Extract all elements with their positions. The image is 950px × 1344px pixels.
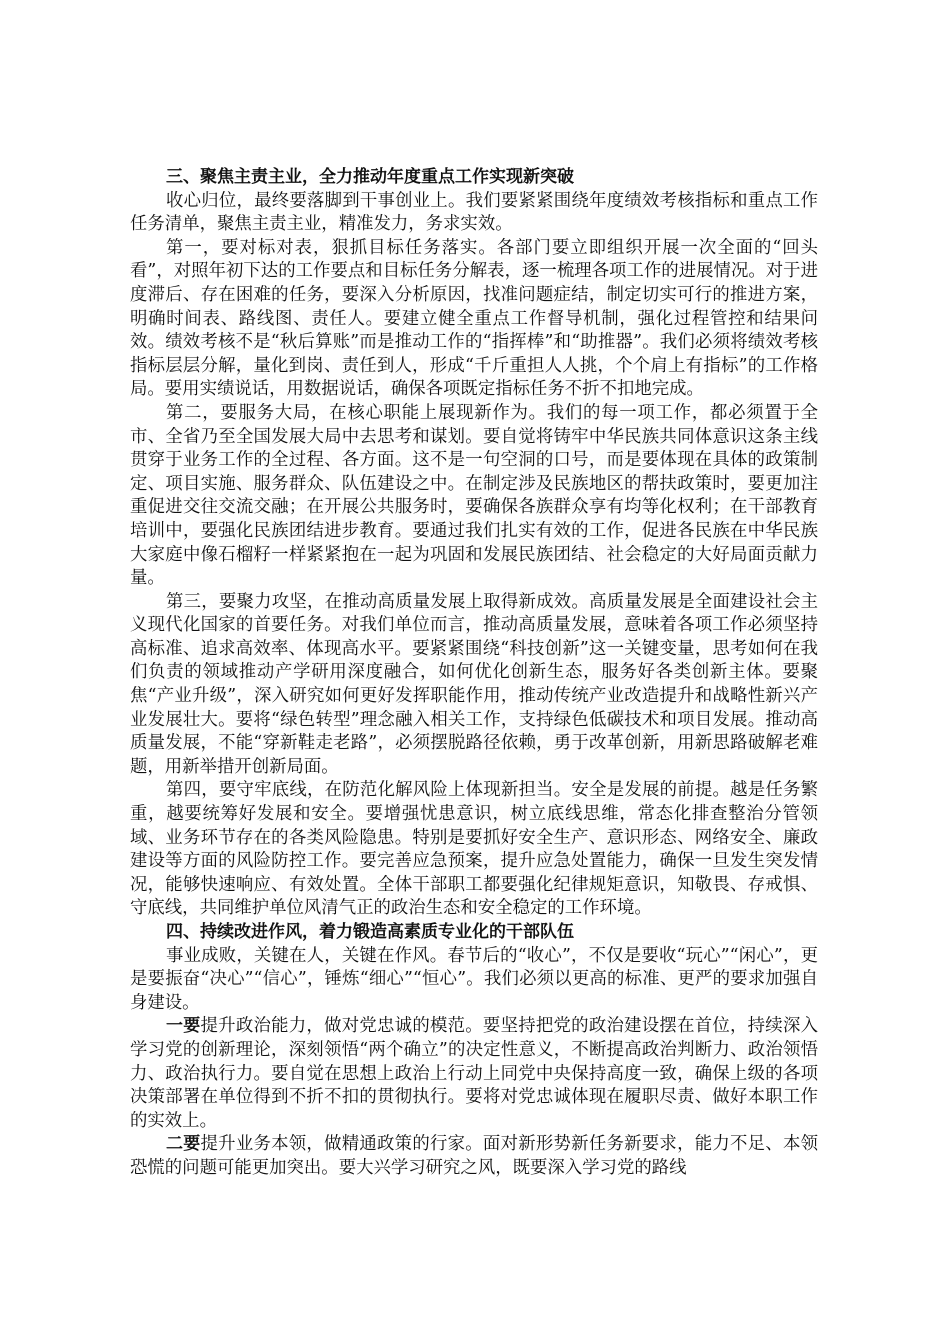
paragraph-text: 第二，要服务大局，在核心职能上展现新作为。我们的每一项工作，都必须置于全市、全省乃至全国发展大局中去思考和谋划。要自觉将铸牢中华民族共同体意识这条主线贯穿于业务工作的全过程、各方面。这不是一句空洞的口号，而是要体现在具体的政策制定、项目实施、服务群众、队伍建设之中。在制定涉及民族地区的帮扶政策时，要更加注重促进交往交流交融；在开展公共服务时，要确保各族群众享有均等化权利；在干部教育培训中，要强化民族团结进步教育。要通过我们扎实有效的工作，促进各民族在中华民族大家庭中像石榴籽一样紧紧抱在一起为巩固和发展民族团结、社会稳定的大好局面贡献力量。	[130, 402, 818, 589]
paragraph-lead: 一要	[166, 1016, 201, 1037]
paragraph-text: 收心归位，最终要落脚到干事创业上。我们要紧紧围绕年度绩效考核指标和重点工作任务清单，聚焦主责主业，精准发力，务求实效。	[130, 190, 818, 235]
paragraph-third	[130, 591, 818, 780]
paragraph-second	[130, 402, 818, 591]
paragraph-lead: 二要	[166, 1134, 201, 1155]
paragraph-text: 提升政治能力，做对党忠诚的模范。要坚持把党的政治建设摆在首位，持续深入学习党的创新理论，深刻领悟“两个确立”的决定性意义，不断提高政治判断力、政治领悟力、政治执行力。要自觉在思想上政治上行动上同党中央保持高度一致，确保上级的各项决策部署在单位得到不折不扣的贯彻执行。要将对党忠诚体现在履职尽责、做好本职工作的实效上。	[130, 1016, 819, 1131]
paragraph-intro-3	[130, 190, 818, 237]
paragraph-er-yao	[130, 1133, 818, 1180]
section-heading-4: 四、持续改进作风，着力锻造高素质专业化的干部队伍	[166, 922, 574, 942]
paragraph-text: 第三，要聚力攻坚，在推动高质量发展上取得新成效。高质量发展是全面建设社会主义现代化国家的首要任务。对我们单位而言，推动高质量发展，意味着各项工作必须坚持高标准、追求高效率、体现高水平。要紧紧围绕“科技创新”这一关键变量，思考如何在我们负责的领域推动产学研用深度融合，如何优化创新生态，服务好各类创新主体。要聚焦“产业升级”，深入研究如何更好发挥职能作用，推动传统产业改造提升和战略性新兴产业发展壮大。要将“绿色转型”理念融入相关工作，支持绿色低碳技术和项目发展。推动高质量发展，不能“穿新鞋走老路”，必须摆脱路径依赖，勇于改革创新，用新思路破解老难题，用新举措开创新局面。	[130, 591, 818, 777]
paragraph-yi-yao	[130, 1015, 818, 1133]
paragraph-first	[130, 237, 818, 402]
section-heading-3: 三、聚焦主责主业，全力推动年度重点工作实现新突破	[166, 167, 574, 187]
paragraph-fourth	[130, 779, 818, 921]
paragraph-text: 提升业务本领，做精通政策的行家。面对新形势新任务新要求，能力不足、本领恐慌的问题可能更加突出。要大兴学习研究之风，既要深入学习党的路线	[130, 1134, 819, 1178]
paragraph-intro-4	[130, 945, 818, 1016]
paragraph-text: 事业成败，关键在人，关键在作风。春节后的“收心”，不仅是要收“玩心”“闲心”，更是要振奋“决心”“信心”，锤炼“细心”“恒心”。我们必须以更高的标准、更严的要求加强自身建设。	[130, 945, 818, 1013]
paragraph-text: 第四，要守牢底线，在防范化解风险上体现新担当。安全是发展的前提。越是任务繁重，越要统筹好发展和安全。要增强忧患意识，树立底线思维，常态化排查整治分管领域、业务环节存在的各类风险隐患。特别是要抓好安全生产、意识形态、网络安全、廉政建设等方面的风险防控工作。要完善应急预案，提升应急处置能力，确保一旦发生突发情况，能够快速响应、有效处置。全体干部职工都要强化纪律规矩意识，知敬畏、存戒惧、守底线，共同维护单位风清气正的政治生态和安全稳定的工作环境。	[130, 780, 818, 919]
paragraph-text: 第一，要对标对表，狠抓目标任务落实。各部门要立即组织开展一次全面的“回头看”，对照年初下达的工作要点和目标任务分解表，逐一梳理各项工作的进展情况。对于进度滞后、存在困难的任务，要深入分析原因，找准问题症结，制定切实可行的推进方案，明确时间表、路线图、责任人。要建立健全重点工作督导机制，强化过程管控和结果问效。绩效考核不是“秋后算账”而是推动工作的“指挥棒”和“助推器”。我们必须将绩效考核指标层层分解，量化到岗、责任到人，形成“千斤重担人人挑，个个肩上有指标”的工作格局。要用实绩说话，用数据说话，确保各项既定指标任务不折不扣地完成。	[130, 237, 818, 400]
document-page	[130, 166, 818, 1181]
